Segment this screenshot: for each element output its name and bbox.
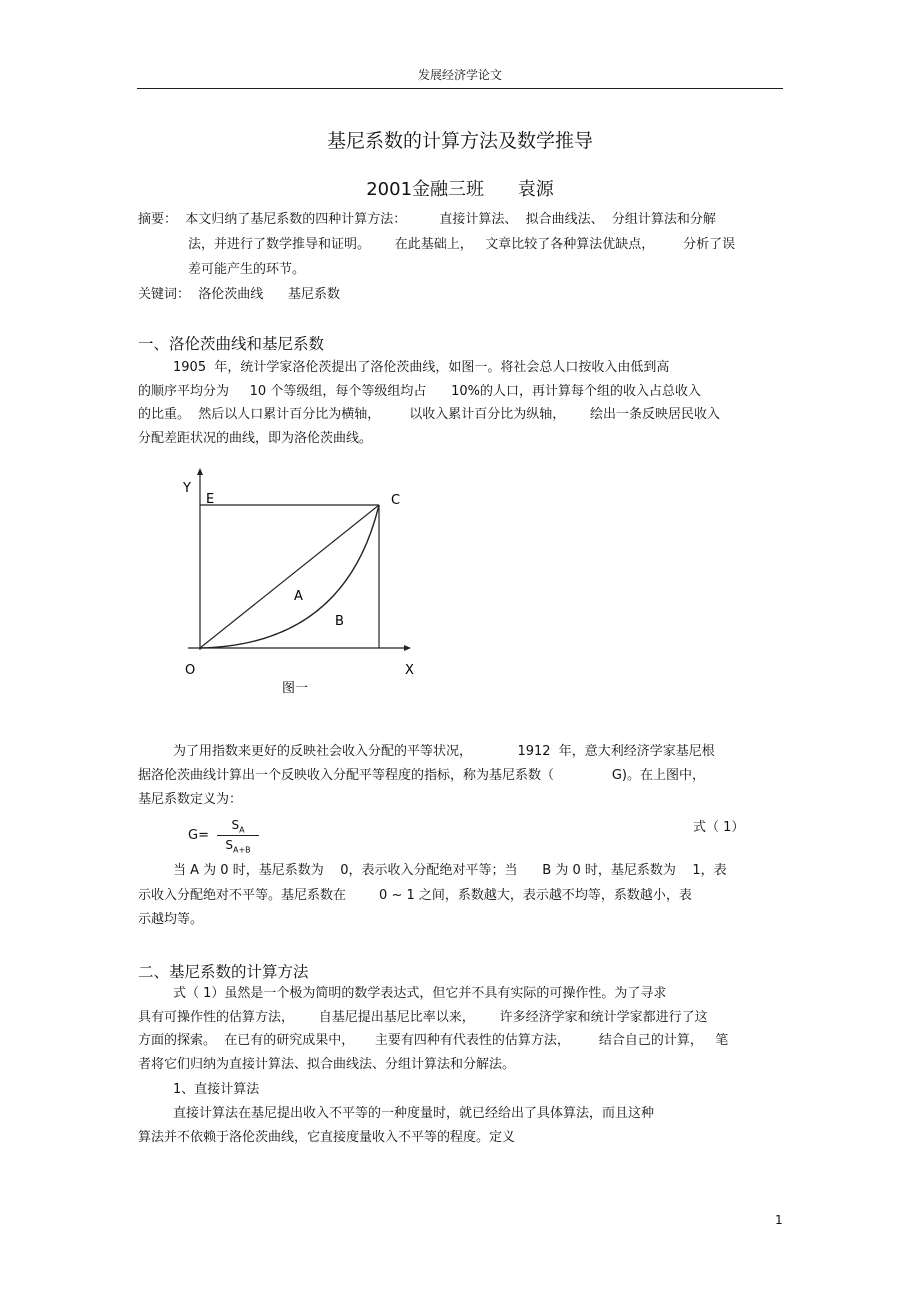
page-number: 1: [775, 1213, 783, 1227]
formula-fraction: [217, 818, 259, 855]
figure-caption: 图一: [282, 681, 309, 696]
keywords: 关键词： 洛伦茨曲线 基尼系数: [138, 287, 341, 302]
s1-para3-line-3: 示越均等。: [138, 912, 204, 927]
s1-para3-line-1: 当 A 为 0 时，基尼系数为 0，表示收入分配绝对平等；当 B 为 0 时，基尼系数为 1，表: [173, 863, 727, 878]
s2-sub1-line-1: 直接计算法在基尼提出收入不平等的一种度量时，就已经给出了具体算法，而且这种: [173, 1106, 655, 1121]
abstract-line-1: 摘要： 本文归纳了基尼系数的四种计算方法： 直接计算法、 拟合曲线法、 分组计算法和分解: [138, 212, 716, 227]
s2-para1-line-2: 具有可操作性的估算方法， 自基尼提出基尼比率以来， 许多经济学家和统计学家都进行了这: [138, 1010, 708, 1025]
label-y: Y: [183, 481, 191, 496]
s2-para1-line-3: 方面的探索。 在已有的研究成果中， 主要有四种有代表性的估算方法， 结合自己的计算， 笔: [138, 1033, 729, 1048]
s1-para2-line-3: 基尼系数定义为：: [138, 792, 243, 807]
s1-para3-line-2: 示收入分配绝对不平等。基尼系数在 0 ~ 1 之间，系数越大，表示越不均等，系数越小，表: [138, 888, 692, 903]
label-x: X: [405, 663, 414, 678]
s1-para1-line-1: 1905 年，统计学家洛伦茨提出了洛伦茨曲线，如图一。将社会总人口按收入由低到高: [173, 360, 670, 375]
s2-para1-line-1: 式（ 1）虽然是一个极为简明的数学表达式，但它并不具有实际的可操作性。为了寻求: [173, 986, 667, 1001]
author-class: 2001金融三班: [366, 179, 485, 200]
label-b: B: [335, 614, 344, 629]
lorenz-figure: [170, 465, 430, 709]
x-axis-arrow: [404, 645, 411, 651]
label-a: A: [294, 589, 303, 604]
header-rule: [137, 88, 783, 89]
abstract-line-3: 差可能产生的环节。: [188, 262, 306, 277]
section-1-heading: 一、洛伦茨曲线和基尼系数: [138, 335, 325, 353]
paper-title: 基尼系数的计算方法及数学推导: [326, 130, 593, 152]
s1-para1-line-2: 的顺序平均分为 10 个等级组，每个等级组均占 10%的人口，再计算每个组的收入占总收入: [138, 384, 702, 399]
s1-para2-line-2: 据洛伦茨曲线计算出一个反映收入分配平等程度的指标，称为基尼系数（ G)。在上图中，: [138, 768, 705, 783]
label-o: O: [185, 663, 196, 678]
y-axis-arrow: [197, 468, 203, 475]
author-line: [0, 175, 920, 201]
s1-para2-line-1: 为了用指数来更好的反映社会收入分配的平等状况， 1912 年，意大利经济学家基尼根: [173, 744, 715, 759]
author-name: 袁源: [517, 179, 554, 200]
formula-lhs: G=: [188, 828, 209, 843]
abstract-line-2: 法，并进行了数学推导和证明。 在此基础上， 文章比较了各种算法优缺点， 分析了误: [188, 237, 736, 252]
label-c: C: [391, 493, 401, 508]
section-2-heading: 二、基尼系数的计算方法: [138, 963, 309, 981]
s1-para1-line-3: 的比重。 然后以人口累计百分比为横轴， 以收入累计百分比为纵轴， 绘出一条反映居民收入: [138, 407, 720, 422]
label-e: E: [206, 492, 215, 507]
formula-tag: 式（ 1）: [693, 820, 745, 835]
formula-denominator: $S_{A+B}$: [225, 838, 251, 855]
lorenz-diagram: [170, 465, 430, 705]
s2-para1-line-4: 者将它们归纳为直接计算法、拟合曲线法、分组计算法和分解法。: [138, 1057, 516, 1072]
subsection-1-heading: 1、直接计算法: [173, 1082, 260, 1097]
equality-line: [200, 505, 379, 648]
s2-sub1-line-2: 算法并不依赖于洛伦茨曲线，它直接度量收入不平等的程度。定义: [138, 1130, 516, 1145]
running-header: 发展经济学论文: [417, 68, 502, 82]
s1-para1-line-4: 分配差距状况的曲线，即为洛伦茨曲线。: [138, 431, 373, 446]
formula-numerator: $S_A$: [217, 818, 259, 836]
